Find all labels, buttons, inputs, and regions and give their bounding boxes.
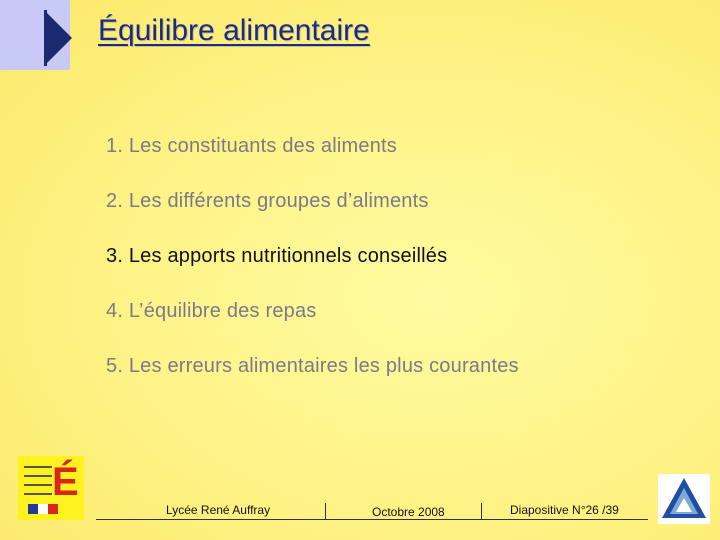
agenda-list	[106, 132, 519, 407]
slide-title: Équilibre alimentaire	[98, 14, 370, 47]
agenda-item-5[interactable]: 5. Les erreurs alimentaires les plus courantes	[106, 355, 519, 377]
footer-date: Octobre 2008	[372, 505, 445, 519]
agenda-item-3[interactable]: 3. Les apports nutritionnels conseillés	[106, 245, 448, 267]
footer-slide-number: Diapositive N°26 /39	[510, 503, 619, 517]
agenda-item-2[interactable]: 2. Les différents groupes d’aliments	[106, 190, 429, 212]
arrow-right-icon[interactable]	[44, 10, 72, 66]
agenda-item-1[interactable]: 1. Les constituants des aliments	[106, 135, 397, 157]
footer-school: Lycée René Auffray	[166, 503, 271, 517]
agenda-item-4[interactable]: 4. L’équilibre des repas	[106, 300, 317, 322]
footer-separator	[325, 503, 326, 519]
footer-rule	[96, 519, 648, 520]
school-logo	[658, 474, 710, 524]
education-nationale-logo: É	[18, 456, 84, 520]
footer-separator	[481, 503, 482, 519]
